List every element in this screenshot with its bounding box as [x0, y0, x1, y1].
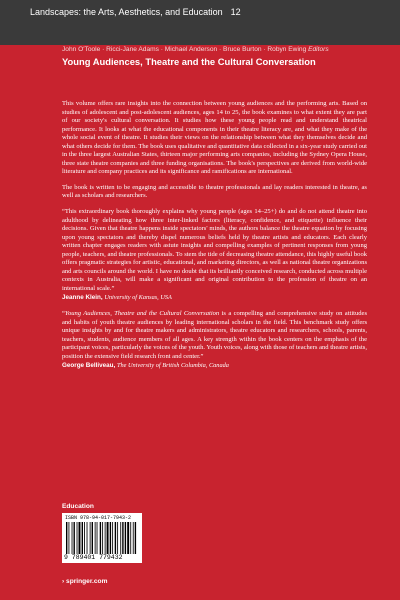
back-cover-text — [62, 100, 367, 378]
barcode-bar — [69, 522, 70, 554]
series-header-bar — [0, 0, 400, 45]
barcode-bar — [122, 522, 123, 554]
quote-attribution — [62, 294, 367, 303]
barcode-bar — [74, 522, 75, 554]
quote-attribution — [62, 362, 367, 371]
barcode-bar — [125, 522, 126, 554]
quote-author: George Belliveau, — [62, 362, 116, 370]
publisher-url: › springer.com — [62, 578, 108, 585]
quote-text — [62, 310, 367, 361]
barcode-bar — [90, 522, 91, 554]
description-paragraph: The book is written to be engaging and accessible to theatre professionals and lay readers interested in theatre, as well as scholars and researchers. — [62, 183, 367, 200]
quote-text: “This extraordinary book thoroughly explains why young people (ages 14–25+) do and do not attend theatre into adulthood by delineating how three inter-linked factors (literacy, confidence, and etiquette) influence their decisions. Given that theatre happens inside spectators' minds, the authors balance the theatre equation by focusing upon young spectators and thereby dispel numerous beliefs held by theatre artists and educators. Each clearly written chapter engages readers with astute insights and compelling examples of pertinent responses from young people, teachers, and theatre professionals. To stem the tide of decreasing theatre attendance, this highly useful book offers pragmatic strategies for artistic, educational, and marketing directors, as well as national theatre organizations and arts councils around the world. I have no doubt that its brilliantly conceived research, conducted across multiple contexts in Australia, will make a significant and original contribution to the profession of theatre on an international scale.” — [62, 208, 367, 292]
barcode-bar — [87, 522, 88, 554]
subject-category: Education — [62, 503, 94, 510]
endorsement-quote — [62, 310, 367, 371]
series-number: 12 — [230, 7, 241, 17]
barcode-bar — [110, 522, 111, 554]
barcode-bar — [102, 522, 103, 554]
barcode-bar — [84, 522, 85, 554]
barcode-bar — [100, 522, 101, 554]
barcode-bar — [66, 522, 67, 554]
quote-open-mark: “ — [62, 310, 65, 318]
barcode-bar — [127, 522, 129, 554]
editors-line — [62, 46, 329, 53]
editor-names: John O'Toole · Ricci-Jane Adams · Michael Anderson · Bruce Burton · Robyn Ewing — [62, 46, 307, 53]
isbn-label: ISBN 978-94-017-7943-2 — [65, 515, 132, 521]
barcode-bar — [115, 522, 116, 554]
barcode-bar — [135, 522, 136, 554]
barcode-bar — [133, 522, 134, 554]
barcode-bar — [97, 522, 98, 554]
ean-digits: 9 789401 779432 — [64, 554, 123, 561]
series-title — [30, 7, 241, 17]
barcode-bar — [72, 522, 73, 554]
barcode-bar — [79, 522, 81, 554]
editors-role: Editors — [308, 46, 329, 53]
series-name: Landscapes: the Arts, Aesthetics, and Education — [30, 7, 223, 17]
barcode-bar — [95, 522, 96, 554]
barcode-bar — [112, 522, 113, 554]
quote-book-title: Young Audiences, Theatre and the Cultural Conversation — [64, 310, 220, 318]
barcode-bar — [105, 522, 106, 554]
barcode-box — [62, 513, 142, 563]
quote-body: is a compelling and comprehensive study on attitudes and habits of youth theatre audiences by leading international scholars in the field. This benchmark study offers unique insights by and for theatre makers and administrators, theatre educators and researchers, schools, parents, teachers, students, audience members of all ages. A key strength within the book centers on the emphasis of the participant voices, particularly the voices of the youth. Youth voices, along with those of teachers and theatre artists, position the extensive field research front and center.” — [62, 310, 367, 360]
barcode-bar — [77, 522, 78, 554]
barcode-bar — [82, 522, 83, 554]
barcode-bar — [120, 522, 121, 554]
quote-affiliation: The University of British Columbia, Canada — [116, 362, 229, 370]
barcode-bar — [130, 522, 131, 554]
endorsement-quote — [62, 208, 367, 303]
barcode-bar — [117, 522, 118, 554]
quote-affiliation: University of Kansas, USA — [104, 294, 172, 302]
barcode-icon — [66, 522, 138, 554]
book-title: Young Audiences, Theatre and the Cultural Conversation — [62, 56, 316, 67]
description-paragraph: This volume offers rare insights into the connection between young audiences and the performing arts. Based on studies of adolescent and post-adolescent audiences, ages 14 to 25, the book examines to what extent they are part of our society's cultural conversation. It studies how these young people read and understand theatrical performance. It looks at what the educational components in their theatre literacy are, and what they make of the whole social event of theatre. It studies their views on the relationship between what they themselves decide and what others decide for them. The book uses qualitative and quantitative data collected in a six-year study carried out in the three largest Australian States, thirteen major performing arts companies, including the Sydney Opera House, three state theatre companies and three funding organisations. The book's perspectives are derived from world-wide literature and company practices and its significance and ramifications are international. — [62, 100, 367, 176]
quote-author: Jeanne Klein, — [62, 294, 103, 302]
barcode-bar — [92, 522, 93, 554]
barcode-bar — [107, 522, 109, 554]
